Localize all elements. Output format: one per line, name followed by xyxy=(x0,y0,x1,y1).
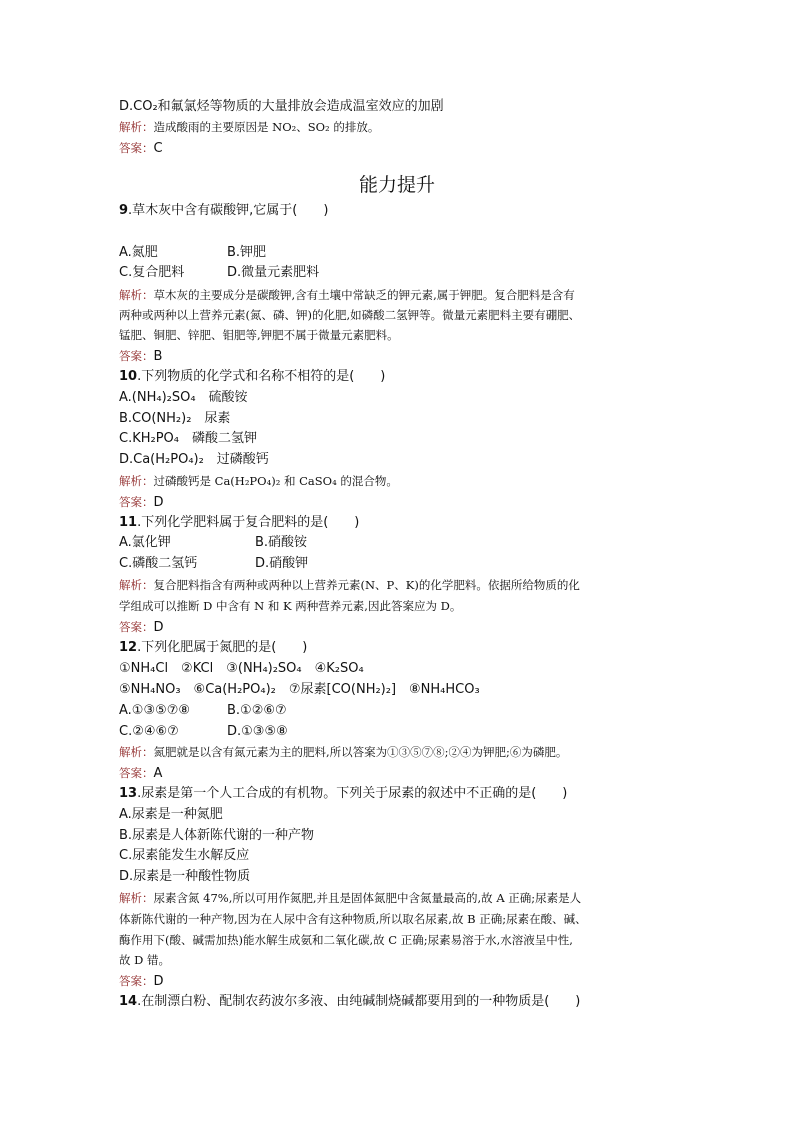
question-9-stem xyxy=(119,201,328,221)
question-13-answer xyxy=(119,971,164,992)
question-11-option-a: A.氯化钾 xyxy=(119,535,171,550)
question-12-option-b: B.①②⑥⑦ xyxy=(227,703,287,718)
question-13-analysis-line-1 xyxy=(119,888,581,908)
analysis-text: 草木灰的主要成分是碳酸钾,含有土壤中常缺乏的钾元素,属于钾肥。复合肥料是含有 xyxy=(153,288,575,302)
question-13-option-a: A.尿素是一种氮肥 xyxy=(119,807,223,822)
question-12-answer xyxy=(119,763,162,784)
answer-label: 答案： xyxy=(119,349,154,363)
question-10-option-a: A.(NH₄)₂SO₄ 硫酸铵 xyxy=(119,390,248,405)
question-12-analysis xyxy=(119,742,567,762)
question-13-option-c: C.尿素能发生水解反应 xyxy=(119,848,250,863)
answer-value: C xyxy=(153,141,163,156)
question-9-analysis-line-1 xyxy=(119,285,575,305)
question-13-analysis-line-3: 酶作用下(酸、碱需加热)能水解生成氨和二氧化碳,故 C 正确;尿素易溶于水,水溶液呈中性, xyxy=(119,933,573,947)
answer-value: B xyxy=(153,349,163,364)
question-13-stem xyxy=(119,784,567,804)
question-11-option-d: D.硝酸钾 xyxy=(255,556,309,571)
answer-value: D xyxy=(153,974,164,989)
question-text: .尿素是第一个人工合成的有机物。下列关于尿素的叙述中不正确的是( ) xyxy=(137,786,568,801)
question-number: 13 xyxy=(119,786,138,801)
answer-label: 答案： xyxy=(119,974,154,988)
question-10-option-d: D.Ca(H₂PO₄)₂ 过磷酸钙 xyxy=(119,452,269,467)
question-10-stem xyxy=(119,367,385,387)
question-9-answer xyxy=(119,346,162,367)
question-number: 11 xyxy=(119,515,138,530)
question-10-answer xyxy=(119,492,164,513)
question-12-stem xyxy=(119,638,307,658)
question-9-option-d: D.微量元素肥料 xyxy=(227,265,320,280)
question-text: .草木灰中含有碳酸钾,它属于( ) xyxy=(128,203,329,218)
analysis-label: 解析： xyxy=(119,578,154,592)
answer-label: 答案： xyxy=(119,766,154,780)
question-11-answer xyxy=(119,617,164,638)
question-11-stem xyxy=(119,513,359,533)
question-11-analysis-line-2: 学组成可以推断 D 中含有 N 和 K 两种营养元素,因此答案应为 D。 xyxy=(119,599,462,613)
question-9-option-b: B.钾肥 xyxy=(227,245,267,260)
question-13-option-b: B.尿素是人体新陈代谢的一种产物 xyxy=(119,828,315,843)
question-10-option-c: C.KH₂PO₄ 磷酸二氢钾 xyxy=(119,431,258,446)
analysis-label: 解析： xyxy=(119,474,154,488)
question-12-items-line-1: ①NH₄Cl ②KCl ③(NH₄)₂SO₄ ④K₂SO₄ xyxy=(119,661,364,676)
analysis-label: 解析： xyxy=(119,891,154,905)
question-9-option-a: A.氮肥 xyxy=(119,245,158,260)
question-10-analysis xyxy=(119,471,398,491)
analysis-label: 解析： xyxy=(119,288,154,302)
question-9-option-c: C.复合肥料 xyxy=(119,265,185,280)
analysis-text: 氮肥就是以含有氮元素为主的肥料,所以答案为①③⑤⑦⑧;②④为钾肥;⑥为磷肥。 xyxy=(153,745,568,759)
answer-label: 答案： xyxy=(119,141,154,155)
question-13-analysis-line-2: 体新陈代谢的一种产物,因为在人尿中含有这种物质,所以取名尿素,故 B 正确;尿素在酸、碱、 xyxy=(119,912,587,926)
question-13-option-d: D.尿素是一种酸性物质 xyxy=(119,869,251,884)
prev-analysis xyxy=(119,117,379,137)
question-12-option-d: D.①③⑤⑧ xyxy=(227,724,288,739)
analysis-label: 解析： xyxy=(119,120,154,134)
question-text: .下列化肥属于氮肥的是( ) xyxy=(137,640,308,655)
analysis-text: 复合肥料指含有两种或两种以上营养元素(N、P、K)的化学肥料。依据所给物质的化 xyxy=(153,578,580,592)
question-number: 9 xyxy=(119,203,129,218)
answer-label: 答案： xyxy=(119,620,154,634)
question-text: .下列物质的化学式和名称不相符的是( ) xyxy=(137,369,386,384)
question-text: .在制漂白粉、配制农药波尔多液、由纯碱制烧碱都要用到的一种物质是( ) xyxy=(137,994,581,1009)
section-title: 能力提升 xyxy=(358,174,435,196)
question-9-analysis-line-2: 两种或两种以上营养元素(氮、磷、钾)的化肥,如磷酸二氢钾等。微量元素肥料主要有硼肥、 xyxy=(119,308,581,322)
question-text: .下列化学肥料属于复合肥料的是( ) xyxy=(137,515,360,530)
question-12-option-a: A.①③⑤⑦⑧ xyxy=(119,703,191,718)
question-12-items-line-2: ⑤NH₄NO₃ ⑥Ca(H₂PO₄)₂ ⑦尿素[CO(NH₂)₂] ⑧NH₄HCO₃ xyxy=(119,682,480,697)
prev-answer xyxy=(119,138,163,159)
question-11-analysis-line-1 xyxy=(119,575,580,595)
analysis-label: 解析： xyxy=(119,745,154,759)
question-13-analysis-line-4: 故 D 错。 xyxy=(119,953,171,967)
analysis-text: 造成酸雨的主要原因是 NO₂、SO₂ 的排放。 xyxy=(153,120,380,134)
question-number: 10 xyxy=(119,369,138,384)
question-number: 12 xyxy=(119,640,138,655)
question-14-stem xyxy=(119,992,580,1012)
question-number: 14 xyxy=(119,994,138,1009)
question-10-option-b: B.CO(NH₂)₂ 尿素 xyxy=(119,411,231,426)
question-9-analysis-line-3: 锰肥、铜肥、锌肥、钼肥等,钾肥不属于微量元素肥料。 xyxy=(119,328,399,342)
question-11-option-b: B.硝酸铵 xyxy=(255,535,308,550)
analysis-text: 尿素含氮 47%,所以可用作氮肥,并且是固体氮肥中含氮量最高的,故 A 正确;尿素是人 xyxy=(153,891,582,905)
answer-label: 答案： xyxy=(119,495,154,509)
answer-value: A xyxy=(153,766,163,781)
question-11-option-c: C.磷酸二氢钙 xyxy=(119,556,198,571)
prev-option-d: D.CO₂和氟氯烃等物质的大量排放会造成温室效应的加剧 xyxy=(119,99,444,114)
analysis-text: 过磷酸钙是 Ca(H₂PO₄)₂ 和 CaSO₄ 的混合物。 xyxy=(153,474,398,488)
question-12-option-c: C.②④⑥⑦ xyxy=(119,724,179,739)
answer-value: D xyxy=(153,495,164,510)
answer-value: D xyxy=(153,620,164,635)
